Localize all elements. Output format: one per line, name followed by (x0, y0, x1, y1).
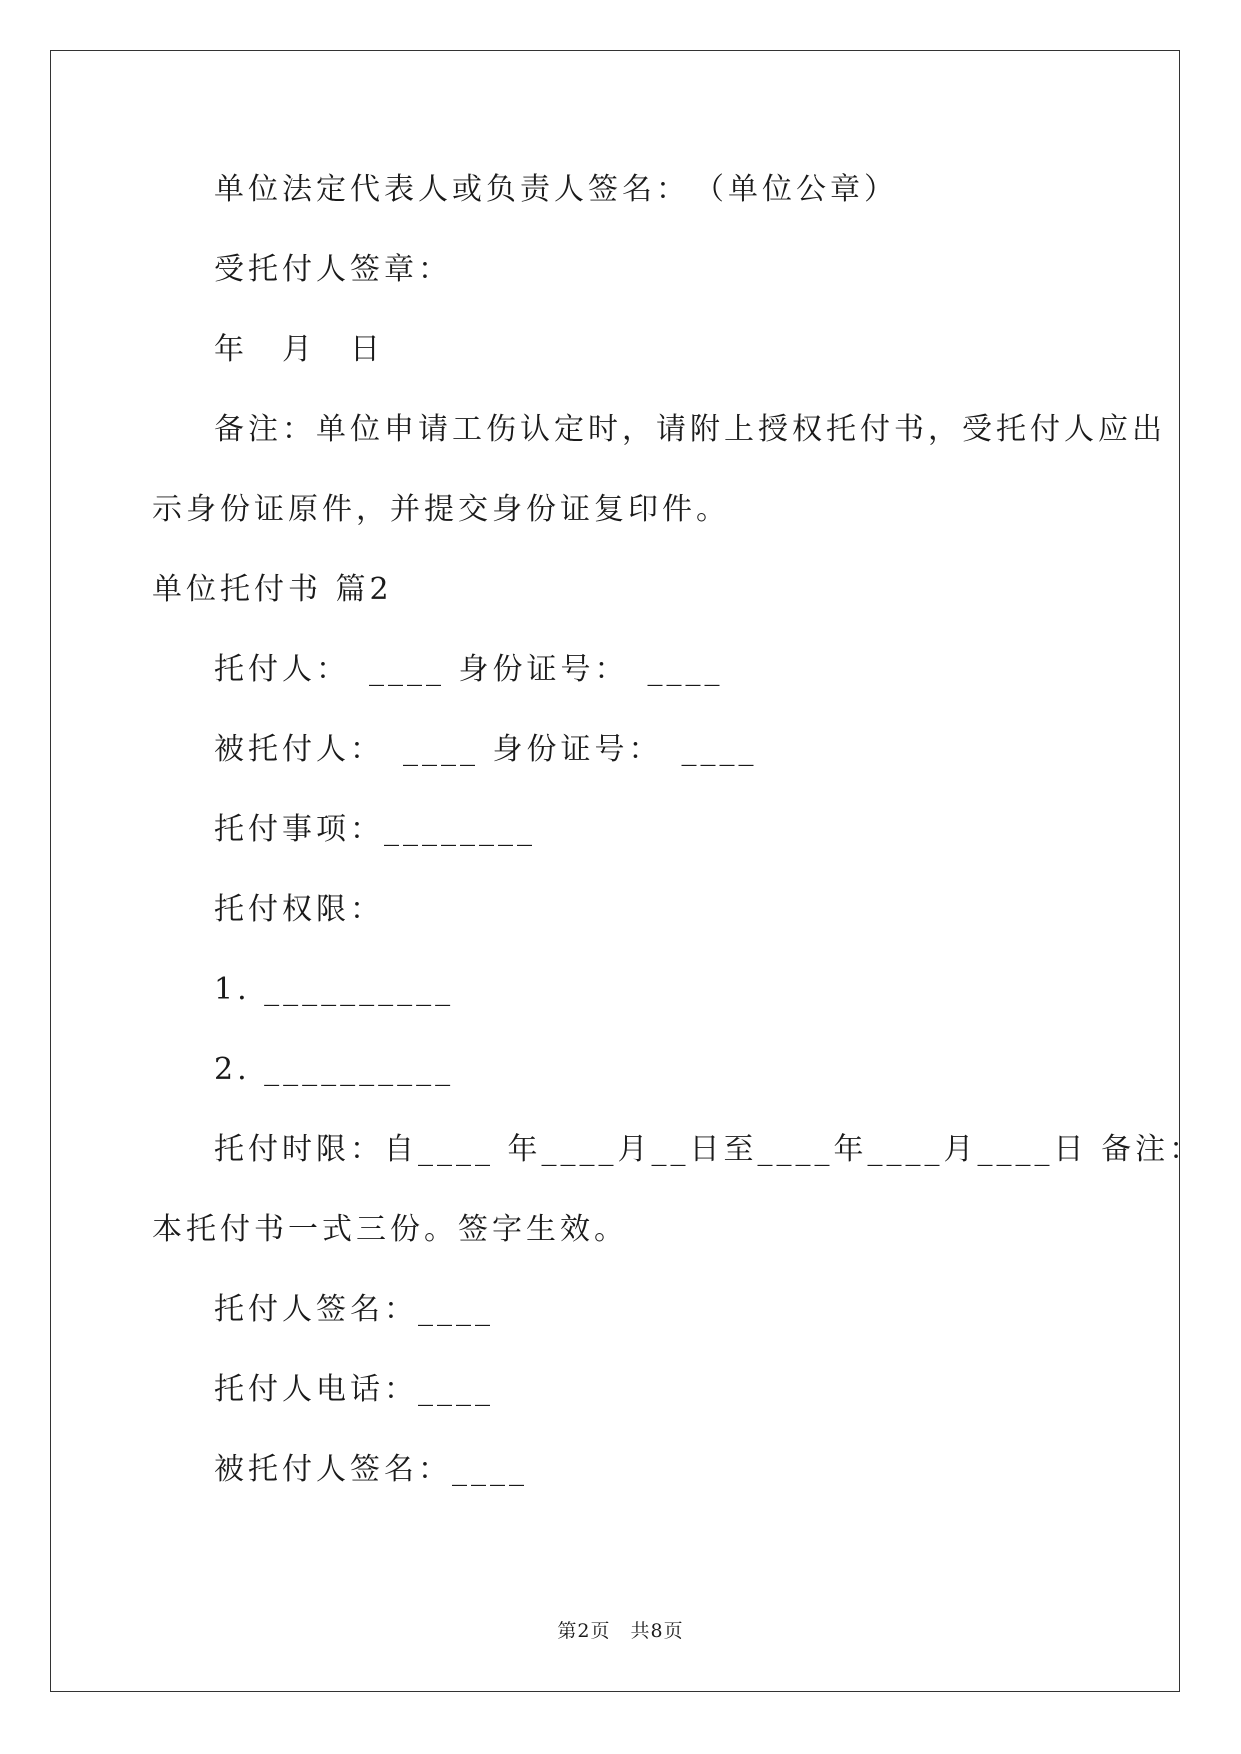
authority-item-1: 1. __________ (214, 972, 455, 1007)
matters-line: 托付事项：________ (214, 812, 536, 847)
authority-item-2: 2. __________ (214, 1052, 455, 1087)
section-heading: 单位托付书 篇2 (152, 572, 393, 607)
page-frame (50, 50, 1180, 1692)
principal-line: 托付人： ____ 身份证号： ____ (214, 652, 724, 687)
signature-line: 单位法定代表人或负责人签名： （单位公章） (214, 172, 898, 207)
note-line-continued: 示身份证原件，并提交身份证复印件。 (152, 492, 730, 527)
page-number: 第2页 共8页 (557, 1620, 684, 1642)
principal-signature-line: 托付人签名：____ (214, 1292, 494, 1327)
agent-signature-line: 被托付人签名：____ (214, 1452, 528, 1487)
date-line: 年 月 日 (214, 332, 384, 367)
principal-phone-line: 托付人电话：____ (214, 1372, 494, 1407)
agent-seal-line: 受托付人签章： (214, 252, 452, 287)
term-line: 托付时限：自____ 年____月__日至____年____月____日 备注： (214, 1132, 1204, 1167)
authority-heading: 托付权限： (214, 892, 384, 927)
note-line: 备注：单位申请工伤认定时，请附上授权托付书，受托付人应出 (214, 412, 1166, 447)
copies-line: 本托付书一式三份。签字生效。 (152, 1212, 628, 1247)
agent-line: 被托付人： ____ 身份证号： ____ (214, 732, 758, 767)
